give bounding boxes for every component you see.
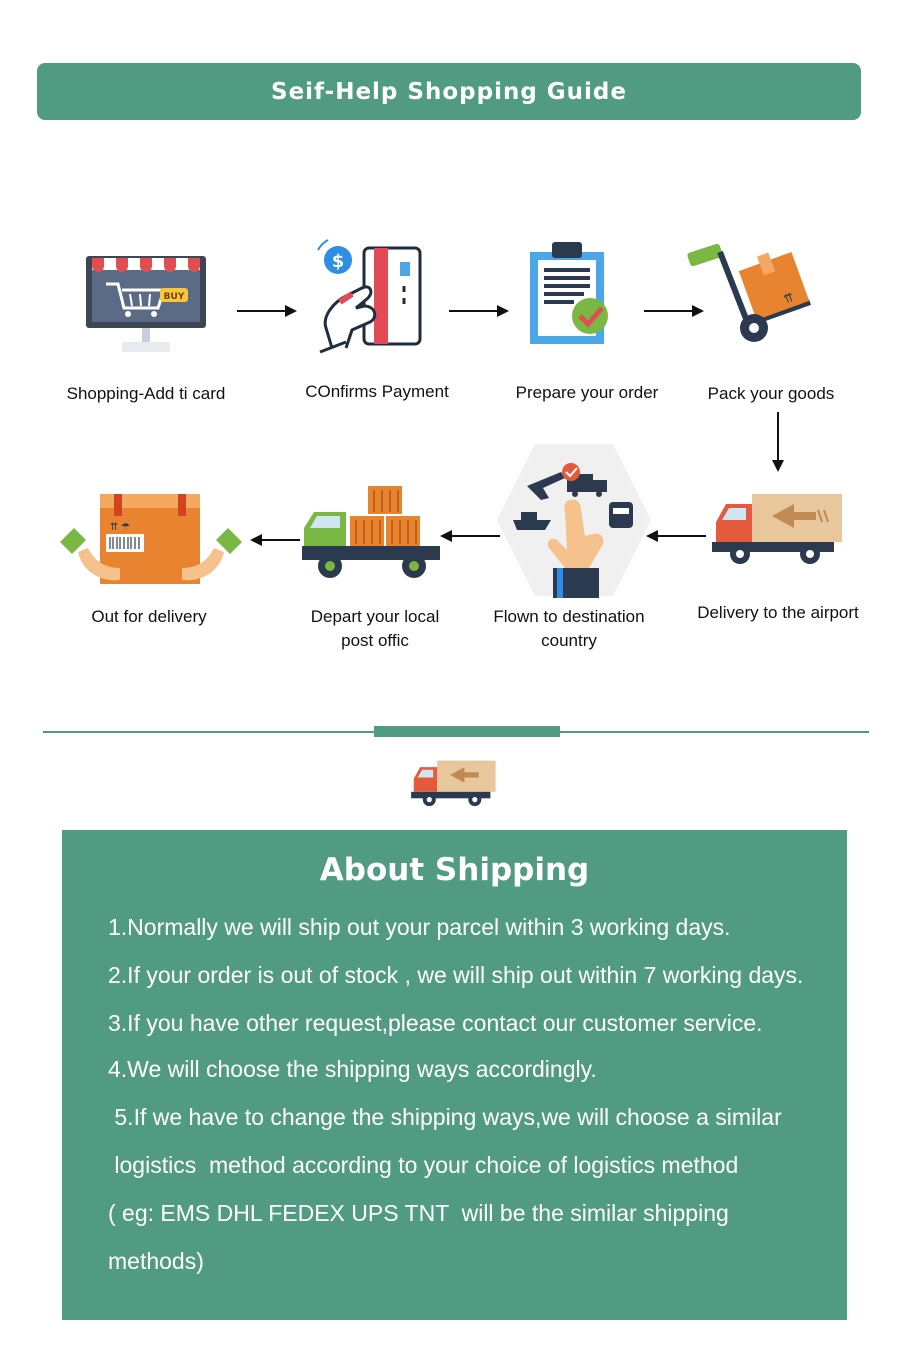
package-hands-icon: [58, 490, 244, 590]
arrow-right-icon: [237, 303, 299, 319]
step-label-shopping: Shopping-Add ti card: [66, 384, 226, 403]
arrow-down-icon: [770, 412, 786, 474]
svg-text:BUY: BUY: [163, 292, 185, 302]
transport-hand-icon: [495, 440, 653, 600]
step-label-line: Depart your local: [310, 607, 440, 626]
shipping-note: 3.If you have other request,please contact our customer service.: [108, 1010, 763, 1036]
cargo-truck-icon: [302, 482, 442, 582]
step-label-confirm-payment: COnfirms Payment: [305, 382, 449, 401]
step-label-line: country: [541, 631, 597, 650]
svg-text:$: $: [331, 251, 345, 272]
step-label-line: Flown to destination: [493, 607, 645, 626]
step-label-prepare-order: Prepare your order: [515, 383, 659, 402]
shipping-note: ( eg: EMS DHL FEDEX UPS TNT will be the similar shipping: [108, 1200, 729, 1226]
divider-accent: [374, 726, 560, 737]
shipping-note: 1.Normally we will ship out your parcel within 3 working days.: [108, 914, 731, 940]
guide-banner: [37, 63, 861, 120]
arrow-left-icon: [644, 528, 706, 544]
step-label-line: post offic: [341, 631, 409, 650]
step-label-depart-post-office: [280, 605, 470, 653]
step-label-pack-goods: Pack your goods: [707, 384, 835, 403]
delivery-truck-icon: [712, 490, 844, 570]
svg-text:⇈: ⇈: [781, 289, 796, 307]
svg-text:⇈ ☂: ⇈ ☂: [110, 522, 131, 533]
shipping-note: 2.If your order is out of stock , we will ship out within 7 working days.: [108, 962, 804, 988]
clipboard-check-icon: [528, 240, 612, 346]
hand-truck-box-icon: [686, 240, 816, 346]
guide-title: Seif-Help Shopping Guide: [271, 78, 627, 105]
step-label-delivery-airport: Delivery to the airport: [697, 603, 859, 622]
arrow-right-icon: [449, 303, 511, 319]
shipping-note: 5.If we have to change the shipping ways,we will choose a similar: [108, 1104, 782, 1130]
shipping-note: methods): [108, 1248, 204, 1274]
small-truck-icon: [407, 758, 501, 810]
card-payment-icon: [312, 236, 424, 358]
shopping-cart-monitor-icon: [84, 254, 208, 358]
arrow-left-icon: [438, 528, 500, 544]
about-shipping-panel: [62, 830, 847, 1320]
step-label-flown-destination: [474, 605, 664, 653]
about-shipping-title: About Shipping: [319, 852, 590, 888]
step-label-out-for-delivery: Out for delivery: [91, 607, 207, 626]
arrow-left-icon: [248, 532, 300, 548]
shipping-note: logistics method according to your choice of logistics method: [108, 1152, 739, 1178]
shipping-note: 4.We will choose the shipping ways accordingly.: [108, 1056, 597, 1082]
